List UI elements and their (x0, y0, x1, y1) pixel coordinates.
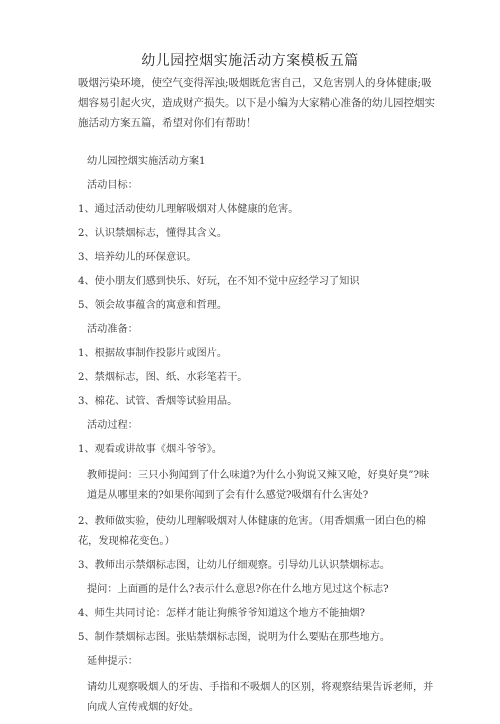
process-item: 教师提问：三只小狗闻到了什么味道?为什么小狗说又辣又呛，好臭好臭”?味道是从哪里来的?如果你闻到了会有什么感觉?吸烟有什么害处? (87, 470, 430, 501)
goal-item: 4、使小朋友们感到快乐、好玩，在不知不觉中应经学习了知识 (78, 276, 360, 287)
prep-item: 3、棉花、试管、香烟等试验用品。 (78, 396, 238, 407)
process-item: 3、教师出示禁烟标志图，让幼儿仔细观察。引导幼儿认识禁烟标志。 (78, 560, 391, 571)
goal-item: 3、培养幼儿的环保意识。 (78, 252, 197, 263)
process-item: 2、教师做实验，使幼儿理解吸烟对人体健康的危害。（用香烟熏一团白色的棉花，发现棉花变色。） (78, 516, 426, 547)
prep-item: 1、根据故事制作投影片或图片。 (78, 348, 228, 359)
goals-label: 活动目标： (87, 180, 138, 191)
extension-label: 延伸提示： (87, 656, 138, 667)
prep-label: 活动准备： (87, 324, 138, 335)
goal-item: 1、通过活动使幼儿理解吸烟对人体健康的危害。 (78, 204, 299, 215)
process-item: 4、师生共同讨论：怎样才能让狗熊爷爷知道这个地方不能抽烟? (78, 608, 366, 619)
process-label: 活动过程： (87, 420, 138, 431)
goal-item: 5、领会故事蕴含的寓意和哲理。 (78, 300, 228, 311)
process-item: 提问：上面画的是什么?表示什么意思?你在什么地方见过这个标志? (87, 584, 389, 595)
process-item: 5、制作禁烟标志图。张贴禁烟标志图，说明为什么要贴在那些地方。 (78, 632, 391, 643)
document-title: 幼儿园控烟实施活动方案模板五篇 (141, 53, 359, 69)
extension-text: 请幼儿观察吸烟人的牙齿、手指和不吸烟人的区别，将观察结果告诉老师，并向成人宣传戒烟的好处。 (87, 682, 434, 713)
intro-text: 吸烟污染环境，使空气变得浑浊;吸烟既危害自己，又危害别人的身体健康;吸烟容易引起火灾，造成财产损失。以下是小编为大家精心准备的幼儿园控烟实施活动方案五篇，希望对你们有帮助！ (78, 77, 435, 129)
prep-item: 2、禁烟标志，图、纸、水彩笔若干。 (78, 372, 248, 383)
goal-item: 2、认识禁烟标志，懂得其含义。 (78, 228, 228, 239)
section-title: 幼儿园控烟实施活动方案1 (87, 156, 206, 167)
document-body (78, 154, 438, 724)
process-item: 1、观看或讲故事《烟斗爷爷》。 (78, 444, 223, 455)
intro-paragraph (78, 73, 438, 133)
